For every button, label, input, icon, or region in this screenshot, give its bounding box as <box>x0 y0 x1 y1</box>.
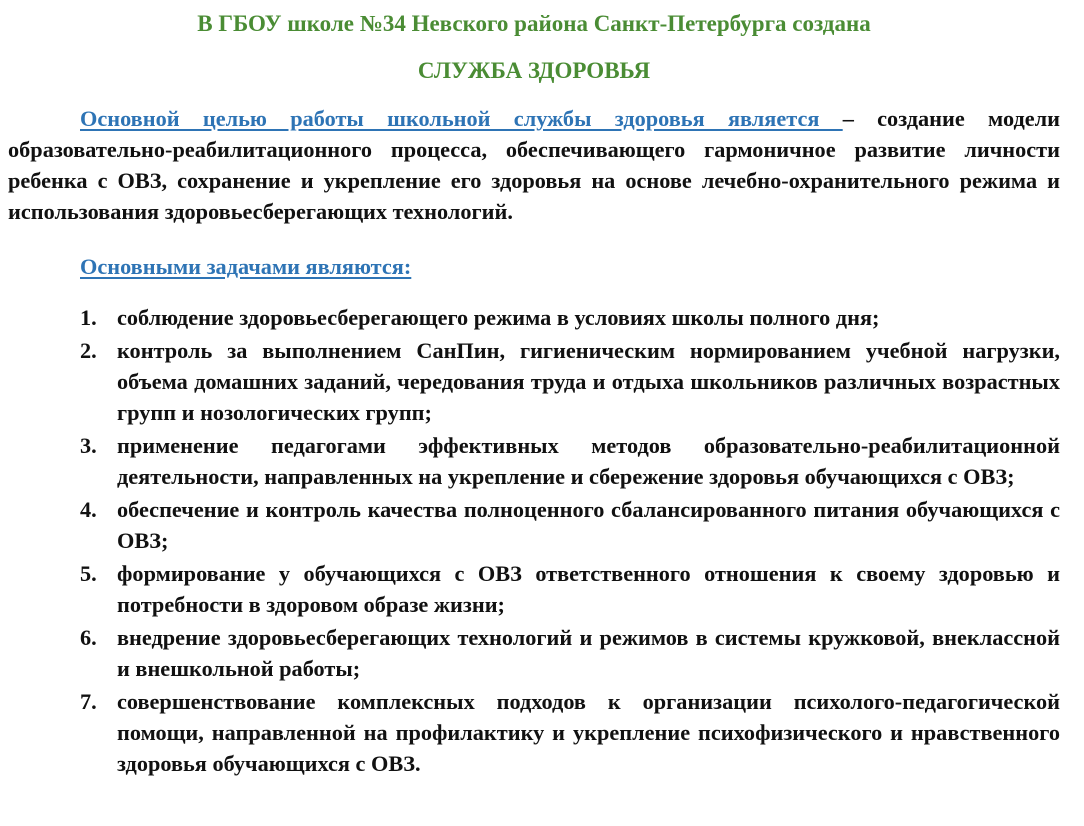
list-item-text: совершенствование комплексных подходов к организации психолого-педагогической помощи, направленной на профилактику и укрепление психофизического и нравственного здоровья обучающихся с ОВЗ. <box>117 689 1060 776</box>
goal-text: – создание модели образовательно-реабилитационного процесса, обеспечивающего гармоничное развитие личности ребенка с ОВЗ, сохранение и укрепление его здоровья на основе лечебно-охранительного режима и использования здоровьесберегающих технологий. <box>8 106 1060 224</box>
list-item-text: формирование у обучающихся с ОВЗ ответственного отношения к своему здоровью и потребности в здоровом образе жизни; <box>117 561 1060 617</box>
list-item-number: 5. <box>80 561 97 586</box>
list-item-number: 1. <box>80 305 97 330</box>
list-item-text: контроль за выполнением СанПин, гигиеническим нормированием учебной нагрузки, объема домашних заданий, чередования труда и отдыха школьников различных возрастных групп и нозологических групп; <box>117 338 1060 425</box>
list-item-number: 4. <box>80 497 97 522</box>
list-item <box>8 494 1060 556</box>
list-item <box>8 335 1060 428</box>
goal-link[interactable]: Основной целью работы школьной службы здоровья является <box>80 106 843 131</box>
list-item <box>8 302 1060 333</box>
document-page <box>8 0 1060 781</box>
list-item <box>8 622 1060 684</box>
list-item-text: внедрение здоровьесберегающих технологий и режимов в системы кружковой, внеклассной и внешкольной работы; <box>117 625 1060 681</box>
tasks-list <box>8 302 1060 779</box>
page-subtitle: СЛУЖБА ЗДОРОВЬЯ <box>417 58 651 83</box>
list-item-number: 6. <box>80 625 97 650</box>
list-item <box>8 430 1060 492</box>
list-item-number: 3. <box>80 433 97 458</box>
list-item <box>8 686 1060 779</box>
list-item-number: 2. <box>80 338 97 363</box>
page-title: В ГБОУ школе №34 Невского района Санкт-Петербурга создана <box>197 11 871 36</box>
tasks-heading-link[interactable]: Основными задачами являются: <box>80 254 412 279</box>
list-item-text: обеспечение и контроль качества полноценного сбалансированного питания обучающихся с ОВЗ; <box>117 497 1060 553</box>
list-item-text: применение педагогами эффективных методов образовательно-реабилитационной деятельности, направленных на укрепление и сбережение здоровья обучающихся с ОВЗ; <box>117 433 1060 489</box>
list-item-number: 7. <box>80 689 97 714</box>
list-item <box>8 558 1060 620</box>
list-item-text: соблюдение здоровьесберегающего режима в условиях школы полного дня; <box>117 305 880 330</box>
tasks-heading[interactable] <box>80 251 1060 282</box>
goal-paragraph <box>8 103 1060 227</box>
